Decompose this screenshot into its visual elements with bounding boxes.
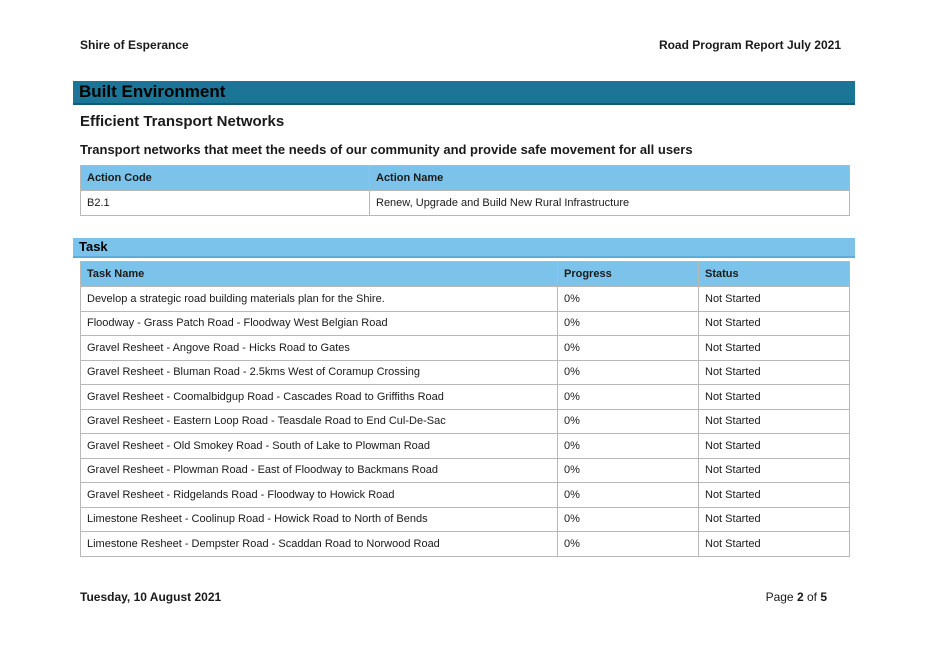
task-name-cell: Gravel Resheet - Ridgelands Road - Floodway to Howick Road: [81, 483, 558, 508]
task-name-cell: Gravel Resheet - Angove Road - Hicks Road to Gates: [81, 336, 558, 361]
table-row: [81, 287, 850, 312]
page-number: [766, 590, 827, 604]
table-header-row: [81, 262, 850, 287]
progress-cell: 0%: [558, 507, 699, 532]
column-header-progress: Progress: [558, 262, 699, 287]
organization-name: Shire of Esperance: [80, 38, 189, 52]
progress-cell: 0%: [558, 336, 699, 361]
task-name-cell: Limestone Resheet - Dempster Road - Scaddan Road to Norwood Road: [81, 532, 558, 557]
task-name-cell: Gravel Resheet - Old Smokey Road - South of Lake to Plowman Road: [81, 434, 558, 459]
status-cell: Not Started: [699, 532, 850, 557]
column-header-status: Status: [699, 262, 850, 287]
status-cell: Not Started: [699, 336, 850, 361]
progress-cell: 0%: [558, 409, 699, 434]
action-name-cell: Renew, Upgrade and Build New Rural Infrastructure: [370, 191, 850, 216]
status-cell: Not Started: [699, 434, 850, 459]
table-row: [81, 385, 850, 410]
column-header-action-code: Action Code: [81, 166, 370, 191]
table-row: [81, 409, 850, 434]
table-row: [81, 191, 850, 216]
table-row: [81, 458, 850, 483]
progress-cell: 0%: [558, 287, 699, 312]
status-cell: Not Started: [699, 311, 850, 336]
status-cell: Not Started: [699, 385, 850, 410]
table-row: [81, 507, 850, 532]
report-date: Tuesday, 10 August 2021: [80, 590, 222, 604]
task-table: [80, 261, 850, 557]
status-cell: Not Started: [699, 458, 850, 483]
task-section-bar: [73, 238, 855, 258]
progress-cell: 0%: [558, 360, 699, 385]
status-cell: Not Started: [699, 287, 850, 312]
task-name-cell: Floodway - Grass Patch Road - Floodway West Belgian Road: [81, 311, 558, 336]
column-header-action-name: Action Name: [370, 166, 850, 191]
subtitle: Efficient Transport Networks: [80, 113, 285, 130]
action-table: [80, 165, 850, 216]
page-of: of: [803, 590, 821, 604]
progress-cell: 0%: [558, 385, 699, 410]
task-name-cell: Limestone Resheet - Coolinup Road - Howick Road to North of Bends: [81, 507, 558, 532]
page-prefix: Page: [765, 590, 797, 604]
task-name-cell: Develop a strategic road building materials plan for the Shire.: [81, 287, 558, 312]
page-current: 2: [796, 590, 804, 604]
progress-cell: 0%: [558, 434, 699, 459]
status-cell: Not Started: [699, 507, 850, 532]
table-row: [81, 311, 850, 336]
goal-statement: Transport networks that meet the needs of our community and provide safe movement for all users: [80, 142, 693, 157]
progress-cell: 0%: [558, 311, 699, 336]
table-row: [81, 483, 850, 508]
table-header-row: [81, 166, 850, 191]
table-row: [81, 360, 850, 385]
status-cell: Not Started: [699, 409, 850, 434]
report-title: Road Program Report July 2021: [658, 38, 841, 52]
status-cell: Not Started: [699, 483, 850, 508]
task-section-title: Task: [79, 239, 108, 254]
table-row: [81, 532, 850, 557]
task-name-cell: Gravel Resheet - Plowman Road - East of Floodway to Backmans Road: [81, 458, 558, 483]
progress-cell: 0%: [558, 532, 699, 557]
task-name-cell: Gravel Resheet - Bluman Road - 2.5kms West of Coramup Crossing: [81, 360, 558, 385]
column-header-task-name: Task Name: [81, 262, 558, 287]
table-row: [81, 336, 850, 361]
action-code-cell: B2.1: [81, 191, 370, 216]
progress-cell: 0%: [558, 483, 699, 508]
section-title: Built Environment: [79, 82, 226, 101]
status-cell: Not Started: [699, 360, 850, 385]
task-name-cell: Gravel Resheet - Eastern Loop Road - Teasdale Road to End Cul-De-Sac: [81, 409, 558, 434]
section-header-bar: [73, 81, 855, 105]
progress-cell: 0%: [558, 458, 699, 483]
page-total: 5: [820, 590, 827, 604]
table-row: [81, 434, 850, 459]
task-name-cell: Gravel Resheet - Coomalbidgup Road - Cascades Road to Griffiths Road: [81, 385, 558, 410]
